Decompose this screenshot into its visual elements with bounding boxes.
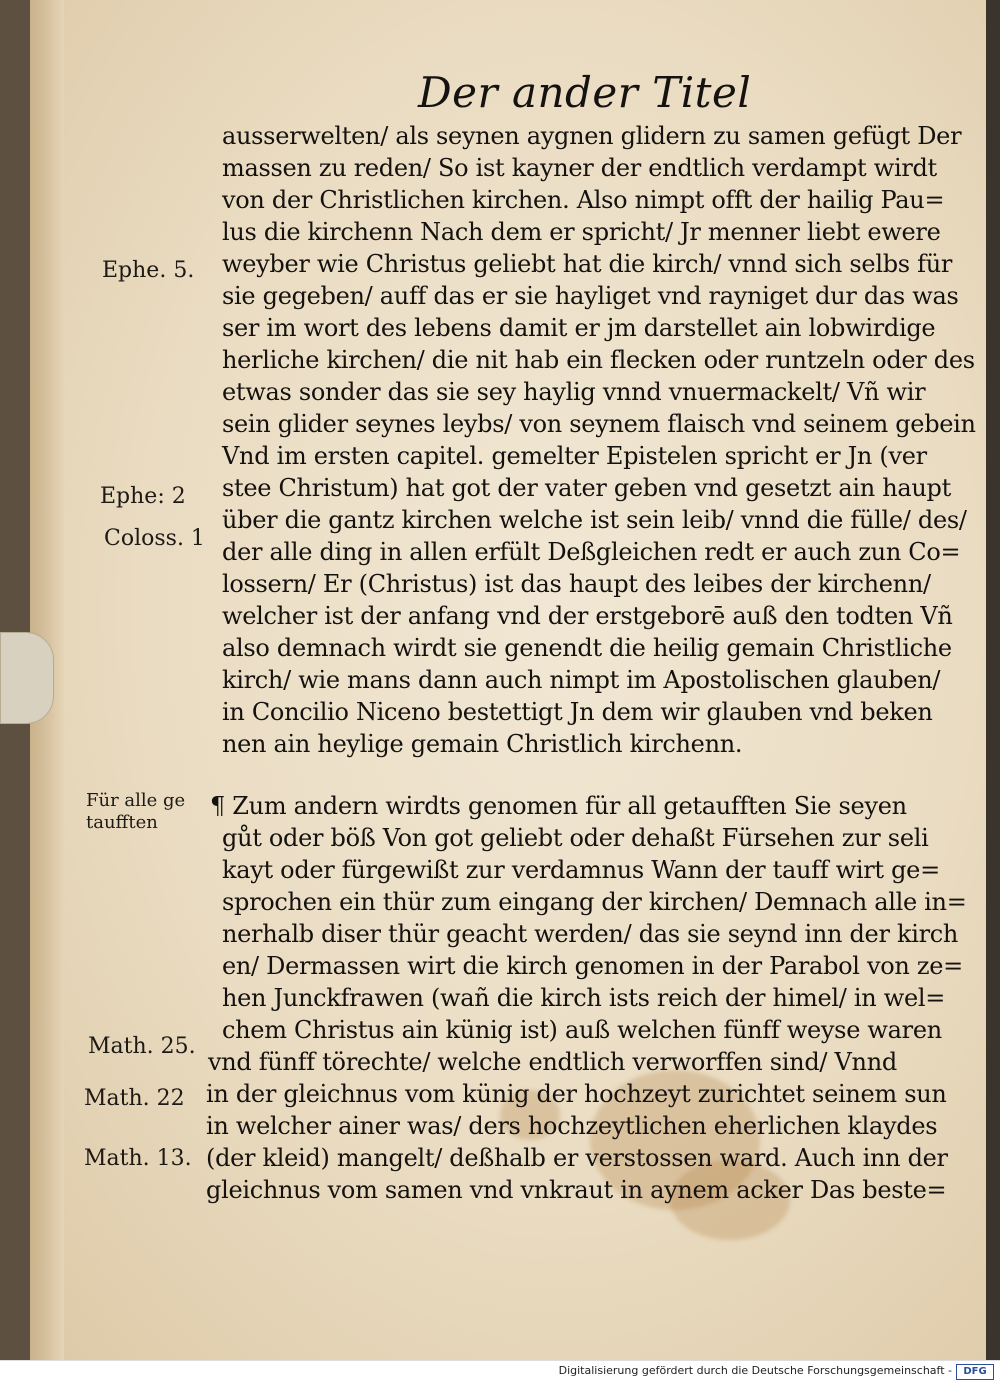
text-line: lus die kirchenn Nach dem er spricht/ Jr menner liebt ewere — [222, 218, 941, 246]
text-line: der alle ding in allen erfült Deßgleichen redt er auch zun Co= — [222, 538, 961, 566]
text-line: weyber wie Christus geliebt hat die kirch/ vnnd sich selbs für — [222, 250, 953, 278]
text-line: en/ Dermassen wirt die kirch genomen in der Parabol von ze= — [222, 952, 963, 980]
text-line: ausserwelten/ als seynen aygnen glidern zu samen gefügt Der — [222, 122, 962, 150]
book-clasp — [0, 632, 54, 724]
text-line: lossern/ Er (Christus) ist das haupt des leibes der kirchenn/ — [222, 570, 931, 598]
funding-credit: Digitalisierung gefördert durch die Deutsche Forschungsgemeinschaft - — [558, 1364, 952, 1377]
text-line: sie gegeben/ auff das er sie hayliget vnd rayniget dur das was — [222, 282, 959, 310]
text-line: chem Christus ain künig ist) auß welchen fünff weyse waren — [222, 1016, 942, 1044]
margin-note: Math. 25. — [88, 1034, 196, 1059]
margin-note: Math. 13. — [84, 1146, 192, 1171]
text-line: herliche kirchen/ die nit hab ein flecken oder runtzeln oder des — [222, 346, 975, 374]
text-line: kirch/ wie mans dann auch nimpt im Apostolischen glauben/ — [222, 666, 941, 694]
text-line: über die gantz kirchen welche ist sein leib/ vnnd die fülle/ des/ — [222, 506, 967, 534]
text-line: hen Junckfrawen (wañ die kirch ists reich der himel/ in wel= — [222, 984, 946, 1012]
text-line: kayt oder fürgewißt zur verdamnus Wann der tauff wirt ge= — [222, 856, 940, 884]
scan-border — [986, 0, 1000, 1360]
text-line: von der Christlichen kirchen. Also nimpt offt der hailig Pau= — [222, 186, 945, 214]
running-title: Der ander Titel — [418, 68, 752, 117]
text-line: sprochen ein thür zum eingang der kirchen/ Demnach alle in= — [222, 888, 967, 916]
text-line: gleichnus vom samen vnd vnkraut in aynem acker Das beste= — [206, 1176, 947, 1204]
text-line: etwas sonder das sie sey haylig vnnd vnuermackelt/ Vñ wir — [222, 378, 926, 406]
margin-note: Ephe: 2 — [100, 484, 186, 509]
text-line: ¶ Zum andern wirdts genomen für all getaufften Sie seyen — [210, 792, 907, 820]
text-line: ser im wort des lebens damit er jm darstellet ain lobwirdige — [222, 314, 936, 342]
text-line: in welcher ainer was/ ders hochzeytlichen eherlichen klaydes — [206, 1112, 938, 1140]
text-line: (der kleid) mangelt/ deßhalb er verstossen ward. Auch inn der — [206, 1144, 948, 1172]
margin-note: Ephe. 5. — [102, 258, 195, 283]
text-line: also demnach wirdt sie genendt die heilig gemain Christliche — [222, 634, 952, 662]
text-line: sein glider seynes leybs/ von seynem flaisch vnd seinem gebein — [222, 410, 976, 438]
margin-note: taufften — [86, 812, 158, 833]
text-line: nerhalb diser thür geacht werden/ das sie seynd inn der kirch — [222, 920, 959, 948]
footer-bar — [0, 1360, 1000, 1382]
text-line: Vnd im ersten capitel. gemelter Epistelen spricht er Jn (ver — [222, 442, 927, 470]
margin-note: Coloss. 1 — [104, 526, 205, 551]
text-line: in der gleichnus vom künig der hochzeyt zurichtet seinem sun — [206, 1080, 947, 1108]
margin-note: Für alle ge — [86, 790, 186, 811]
text-line: welcher ist der anfang vnd der erstgeborē auß den todten Vñ — [222, 602, 953, 630]
text-line: vnd fünff törechte/ welche endtlich verworffen sind/ Vnnd — [208, 1048, 897, 1076]
text-line: in Concilio Niceno bestettigt Jn dem wir glauben vnd beken — [222, 698, 933, 726]
text-line: gůt oder böß Von got geliebt oder dehaßt Fürsehen zur seli — [222, 824, 929, 852]
text-line: stee Christum) hat got der vater geben vnd gesetzt ain haupt — [222, 474, 951, 502]
text-line: massen zu reden/ So ist kayner der endtlich verdampt wirdt — [222, 154, 937, 182]
dfg-logo: DFG — [956, 1364, 994, 1380]
text-line: nen ain heylige gemain Christlich kirchenn. — [222, 730, 743, 758]
margin-note: Math. 22 — [84, 1086, 185, 1111]
